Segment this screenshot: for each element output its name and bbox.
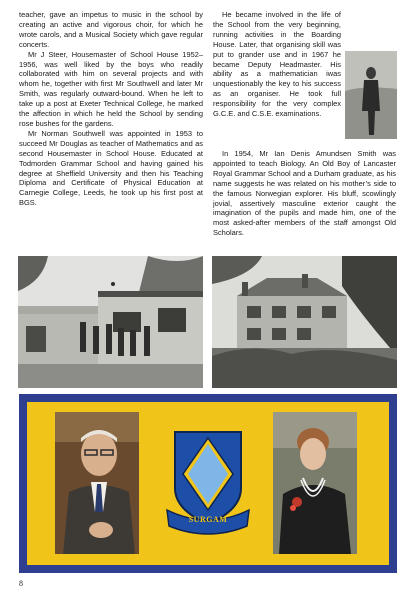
text-column-right-top [213,10,341,119]
school-crest [163,428,253,536]
crest-motto: SURGAM [188,515,228,524]
school-playground-photo [18,256,203,388]
paragraph: Mr Norman Southwell was appointed in 1953 to succeed Mr Douglas as teacher of Mathematics and as second Housemaster in School House. Educated at Todmorden Grammar School and having gained his degree at Sheffield University and then his Teaching Diploma and Certificate of Physical Education at Carnegie College, Leeds, he took up his first post at BGS. [19,128,203,208]
portrait-photo-man [55,412,139,554]
boarding-house-photo [212,256,397,388]
text-column-left [19,10,203,208]
paragraph: He became involved in the life of the School from the very beginning, running activities in the Boarding House. Later, that organising skill was put to grander use and in 1967 he became Deputy Headmaster. His ability as a mathematician iwas unquestionably the key to his success as an organiser. He took full responsibility for the very complex G.C.E. and C.S.E. examinations. [213,10,341,119]
banner-panel [27,402,389,565]
paragraph: In 1954, Mr Ian Denis Amundsen Smith was appointed to teach Biology. An Old Boy of Lancaster Royal Grammar School and a Durham graduate, as his name suggests he was related on his mother’s side to the famous Norwegian explorer. His bluff, scowlingly jovial, assertively masculine exterior caught the imagination of the pupils and made him, one of the most asked-after members of the staff amongst Old Scholars. [213,149,396,238]
paragraph: Mr J Steer, Housemaster of School House 1952–1956, was well liked by the boys who readily collaborated with him on several projects and with whom he, together with first Mr Southwell and later Mr Smith, was regularly outward-bound. When he left to take up a post at Exeter Technical College, he marked the affection in which he held the School by sending rose bushes for the gardens. [19,49,203,128]
portrait-photo-woman [273,412,357,554]
page-number: 8 [19,579,23,588]
commemorative-banner [19,394,397,573]
portrait-photo [345,51,397,139]
text-column-right-bottom [213,149,396,238]
paragraph: teacher, gave an impetus to music in the school by creating an active and vigorous choir, for which he wrote carols, and a Musical Society which gave regular concerts. [19,10,203,49]
